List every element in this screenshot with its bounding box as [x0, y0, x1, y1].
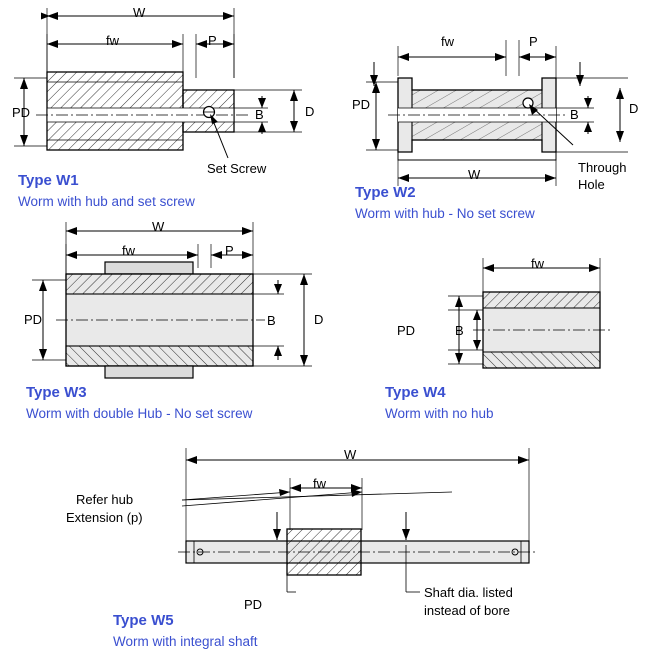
dim-label-p-w3: P	[225, 243, 234, 258]
type-subtitle-w1: Worm with hub and set screw	[18, 194, 195, 209]
type-subtitle-w4: Worm with no hub	[385, 406, 494, 421]
dim-label-w-w3: W	[152, 219, 165, 234]
type-subtitle-w3: Worm with double Hub - No set screw	[26, 406, 253, 421]
type-subtitle-w5: Worm with integral shaft	[113, 634, 258, 649]
dim-label-w-w5: W	[344, 447, 357, 462]
type-subtitle-w2: Worm with hub - No set screw	[355, 206, 535, 221]
dim-label-w-w1: W	[133, 5, 146, 20]
callout-set-screw: Set Screw	[207, 161, 267, 176]
type-title-w5: Type W5	[113, 612, 174, 629]
dim-label-fw-w1: fw	[106, 33, 119, 48]
dim-label-pd-w5: PD	[244, 597, 263, 612]
dim-label-w-w2: W	[468, 167, 481, 182]
callout-extension-p: Extension (p)	[66, 510, 143, 525]
dim-label-fw-w3: fw	[122, 243, 135, 258]
dim-label-pd-w3: PD	[24, 312, 43, 327]
dim-label-p-w2: P	[529, 34, 538, 49]
dim-label-d-w2: D	[629, 101, 639, 116]
type-title-w4: Type W4	[385, 384, 446, 401]
type-title-w2: Type W2	[355, 184, 416, 201]
callout-hole: Hole	[578, 177, 605, 192]
dim-label-pd-w1: PD	[12, 105, 31, 120]
dim-label-p-w1: P	[208, 33, 217, 48]
dim-label-b-w2: B	[570, 107, 579, 122]
callout-shaft-dia-1: Shaft dia. listed	[424, 585, 513, 600]
dim-label-d-w3: D	[314, 312, 324, 327]
dim-label-pd-w4: PD	[397, 323, 416, 338]
dim-label-fw-w5: fw	[313, 476, 326, 491]
dim-label-b-w4: B	[455, 323, 464, 338]
dim-label-d-w1: D	[305, 104, 315, 119]
callout-shaft-dia-2: instead of bore	[424, 603, 511, 618]
dim-label-b-w3: B	[267, 313, 276, 328]
dim-label-fw-w2: fw	[441, 34, 454, 49]
dim-label-fw-w4: fw	[531, 256, 544, 271]
dim-label-b-w1: B	[255, 107, 264, 122]
dim-label-pd-w2: PD	[352, 97, 371, 112]
callout-through: Through	[578, 160, 627, 175]
callout-refer-hub: Refer hub	[76, 492, 134, 507]
type-title-w3: Type W3	[26, 384, 87, 401]
type-title-w1: Type W1	[18, 172, 79, 189]
